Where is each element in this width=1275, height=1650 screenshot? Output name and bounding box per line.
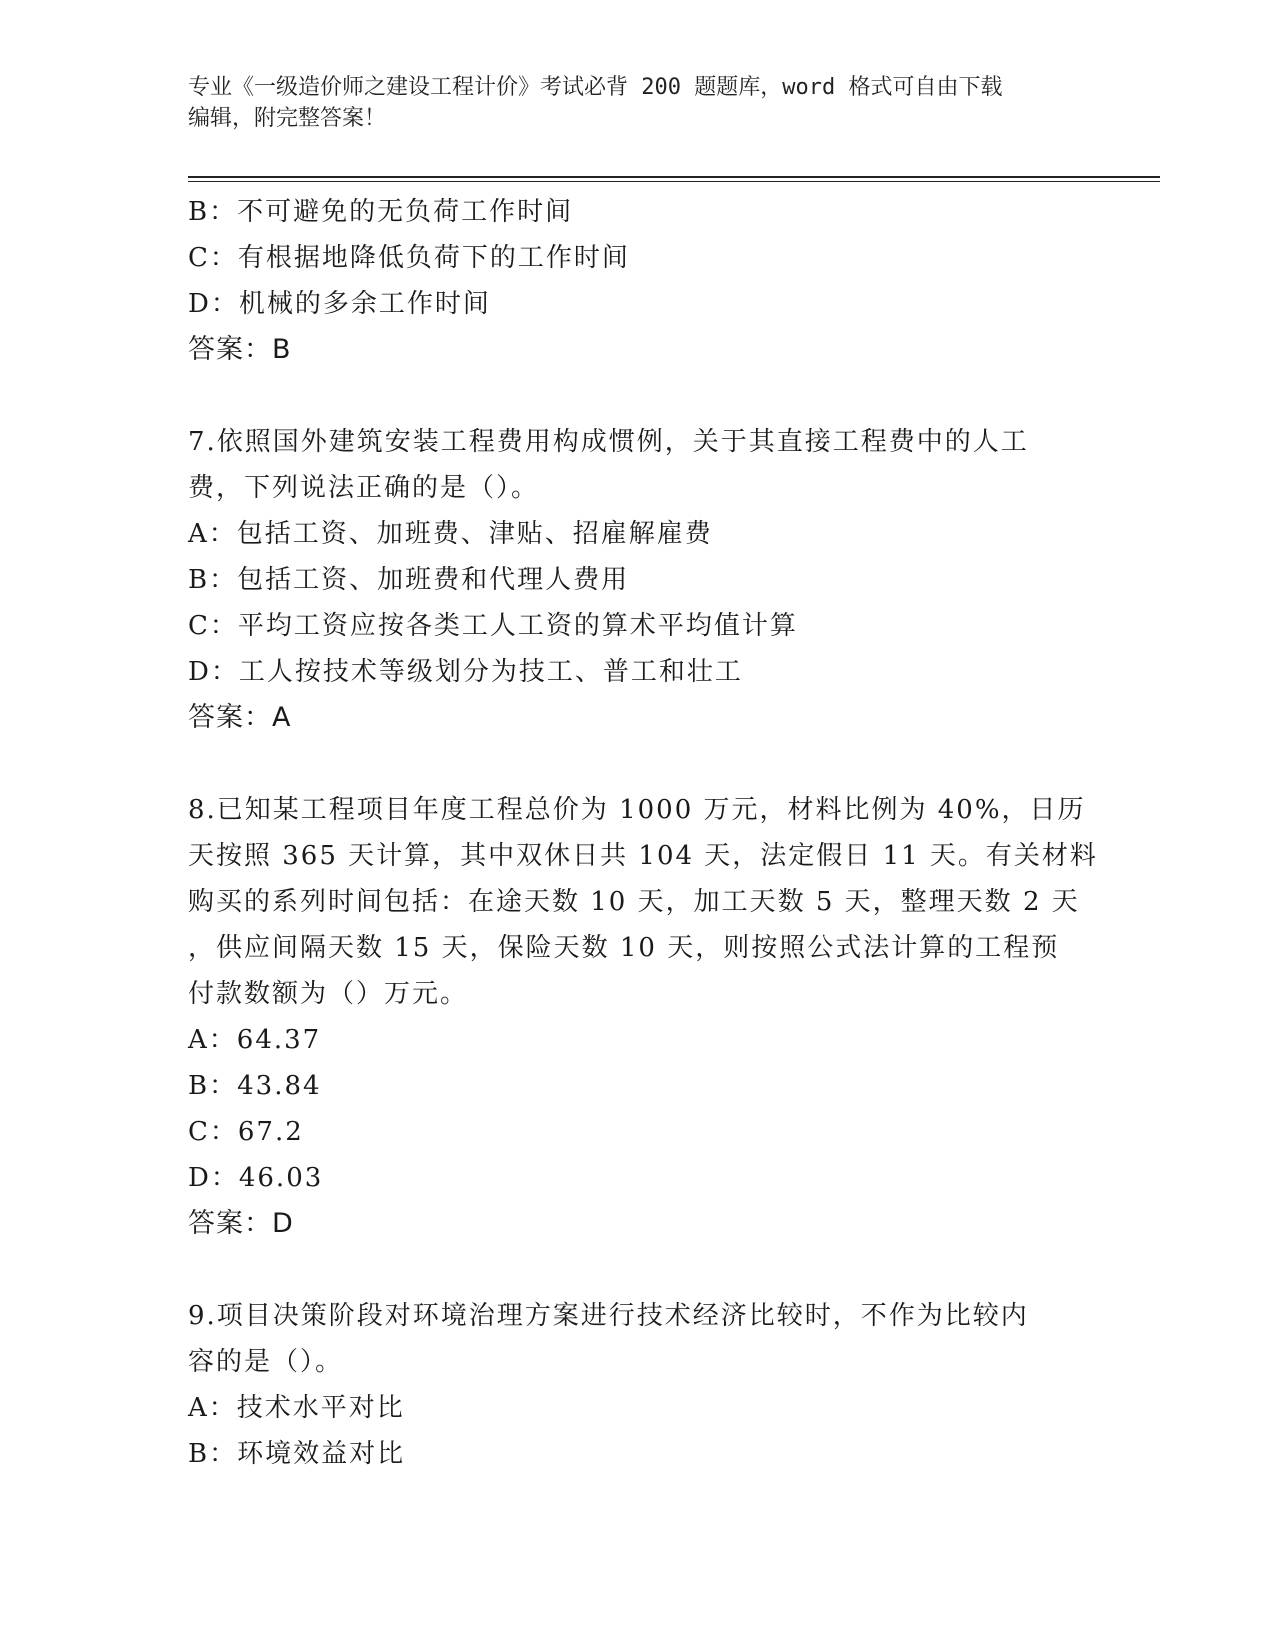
- answer-line: 答案：A: [188, 702, 292, 733]
- spacer: [188, 741, 1088, 787]
- option-a: A：64.37: [188, 1025, 322, 1055]
- question-stem-line: 7.依照国外建筑安装工程费用构成惯例，关于其直接工程费中的人工: [188, 427, 1029, 457]
- option-b: B：43.84: [188, 1071, 322, 1101]
- header-line-1: 专业《一级造价师之建设工程计价》考试必背 200 题题库，word 格式可自由下载: [188, 75, 1003, 100]
- option-d: D：机械的多余工作时间: [188, 289, 491, 319]
- question-stem-line: 8.已知某工程项目年度工程总价为 1000 万元，材料比例为 40%，日历: [188, 795, 1086, 825]
- header-line-2: 编辑，附完整答案！: [188, 106, 387, 131]
- spacer: [188, 373, 1088, 419]
- option-c: C：有根据地降低负荷下的工作时间: [188, 243, 630, 273]
- question-stem-line: 付款数额为（）万元。: [188, 979, 469, 1009]
- option-d: D：46.03: [188, 1163, 324, 1193]
- spacer: [188, 1247, 1088, 1293]
- question-8: [188, 787, 1098, 1247]
- question-6-tail: [188, 189, 1088, 373]
- option-d: D：工人按技术等级划分为技工、普工和壮工: [188, 657, 743, 687]
- question-stem-line: 容的是（）。: [188, 1347, 344, 1377]
- option-a: A：技术水平对比: [188, 1393, 405, 1423]
- question-stem-line: 购买的系列时间包括：在途天数 10 天，加工天数 5 天，整理天数 2 天: [188, 887, 1080, 917]
- option-a: A：包括工资、加班费、津贴、招雇解雇费: [188, 519, 713, 549]
- header-divider-thin: [188, 181, 1160, 182]
- question-stem-line: 费，下列说法正确的是（）。: [188, 473, 540, 503]
- option-b: B：不可避免的无负荷工作时间: [188, 197, 574, 227]
- question-stem-line: 天按照 365 天计算，其中双休日共 104 天，法定假日 11 天。有关材料: [188, 841, 1098, 871]
- option-b: B：包括工资、加班费和代理人费用: [188, 565, 630, 595]
- answer-line: 答案：D: [188, 1208, 294, 1239]
- header-divider-thick: [188, 176, 1160, 178]
- option-c: C：67.2: [188, 1117, 304, 1147]
- page-header: [188, 72, 1068, 134]
- question-9: [188, 1293, 1088, 1477]
- option-c: C：平均工资应按各类工人工资的算术平均值计算: [188, 611, 798, 641]
- question-content: [188, 189, 1098, 1477]
- answer-line: 答案：B: [188, 334, 292, 365]
- question-stem-line: 9.项目决策阶段对环境治理方案进行技术经济比较时，不作为比较内: [188, 1301, 1029, 1331]
- question-stem-line: ，供应间隔天数 15 天，保险天数 10 天，则按照公式法计算的工程预: [188, 933, 1060, 963]
- question-7: [188, 419, 1088, 741]
- option-b: B：环境效益对比: [188, 1439, 406, 1469]
